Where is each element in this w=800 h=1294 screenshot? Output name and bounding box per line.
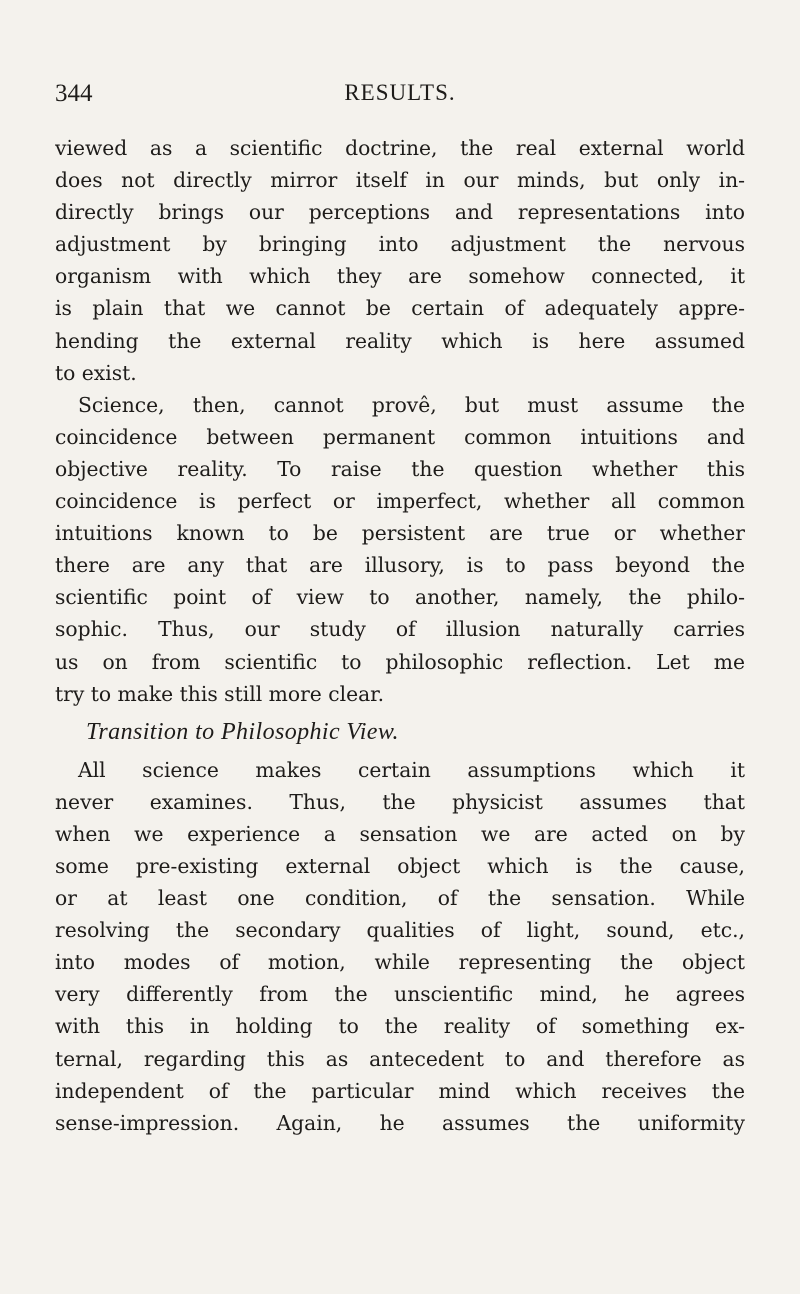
running-head [55, 80, 745, 114]
text-line: independent of the particular mind which receives the [55, 1078, 745, 1103]
text-line: Science, then, cannot provê, but must assume the [78, 392, 745, 417]
text-line: sense-impression. Again, he assumes the uniformity [55, 1110, 745, 1135]
paragraph [55, 389, 745, 710]
text-line: there are any that are illusory, is to pass beyond the [55, 553, 745, 578]
text-line: when we experience a sensation we are acted on by [55, 821, 745, 846]
section-heading: Transition to Philosophic View. [86, 718, 399, 745]
text-line: intuitions known to be persistent are true or whether [55, 521, 745, 546]
text-line: us on from scientific to philosophic reflection. Let me [55, 649, 745, 674]
page-number: 344 [55, 80, 93, 107]
text-line: is plain that we cannot be certain of adequately appre- [55, 296, 745, 321]
text-line: viewed as a scientific doctrine, the real external world [55, 136, 745, 160]
text-line: or at least one condition, of the sensation. While [55, 886, 745, 911]
paragraph [55, 132, 745, 389]
text-line: some pre-existing external object which is the cause, [55, 853, 745, 878]
text-line: coincidence is perfect or imperfect, whether all common [55, 489, 745, 514]
text-line: never examines. Thus, the physicist assumes that [55, 789, 745, 814]
text-line: All science makes certain assumptions which it [78, 757, 745, 782]
text-line: scientific point of view to another, namely, the philo- [55, 585, 745, 610]
text-line: directly brings our perceptions and representations into [55, 200, 745, 225]
text-line: hending the external reality which is here assumed [55, 328, 745, 353]
text-line: sophic. Thus, our study of illusion naturally carries [55, 617, 745, 642]
running-title: RESULTS. [344, 80, 456, 105]
text-line: very differently from the unscientific mind, he agrees [55, 982, 745, 1007]
body-text [55, 132, 745, 1139]
text-line: with this in holding to the reality of something ex- [55, 1014, 745, 1039]
text-line: into modes of motion, while representing the object [55, 950, 745, 975]
text-line: try to make this still more clear. [55, 681, 385, 706]
text-line: adjustment by bringing into adjustment the nervous [55, 232, 745, 257]
text-line: coincidence between permanent common intuitions and [55, 424, 745, 449]
paragraph [55, 754, 745, 1139]
text-line: objective reality. To raise the question whether this [55, 456, 745, 481]
text-line: ternal, regarding this as antecedent to and therefore as [55, 1046, 745, 1071]
text-line: to exist. [55, 360, 137, 385]
text-line: organism with which they are somehow connected, it [55, 264, 745, 289]
text-line: does not directly mirror itself in our minds, but only in- [55, 168, 745, 193]
text-line: resolving the secondary qualities of light, sound, etc., [55, 918, 745, 943]
